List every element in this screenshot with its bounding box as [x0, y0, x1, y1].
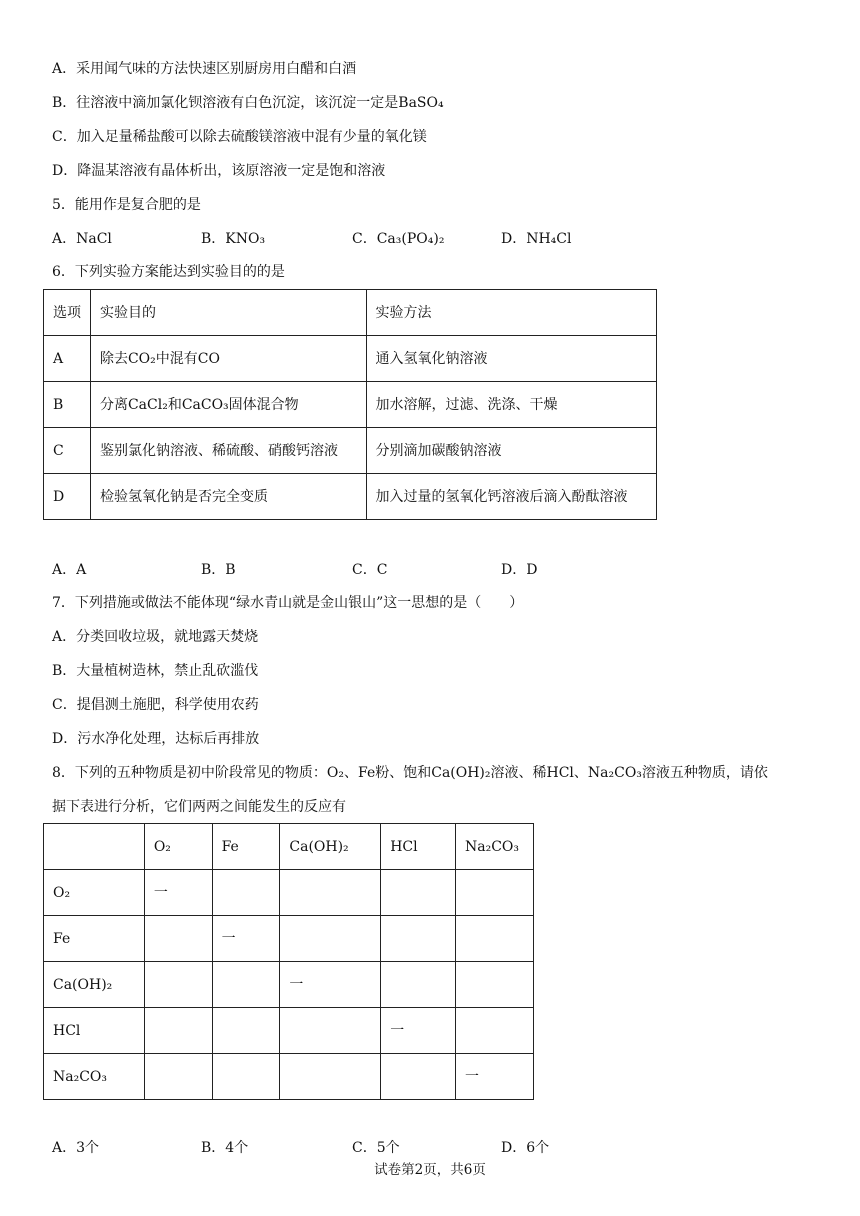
- q8-stem-line-2: 据下表进行分析，它们两两之间能发生的反应有: [52, 799, 346, 815]
- table-cell: 一: [456, 1054, 534, 1100]
- q6-option-b: B．B: [201, 562, 236, 578]
- table-row: [44, 916, 534, 962]
- table-header-cell: Fe: [212, 824, 280, 870]
- table-row: [44, 336, 657, 382]
- q8-option-b: B．4个: [201, 1140, 249, 1156]
- table-cell: [280, 1054, 381, 1100]
- q8-option-a: A．3个: [52, 1140, 100, 1156]
- table-cell: [381, 1054, 456, 1100]
- table-cell: 一: [381, 1008, 456, 1054]
- table-header-cell: Na₂CO₃: [456, 824, 534, 870]
- q8-stem-line-1: 8．下列的五种物质是初中阶段常见的物质：O₂、Fe粉、饱和Ca(OH)₂溶液、稀HCl、Na₂CO₃溶液五种物质，请依: [52, 765, 768, 781]
- table-cell: 通入氢氧化钠溶液: [366, 336, 657, 382]
- table-header-cell: [44, 824, 145, 870]
- q5-option-c: C．Ca₃(PO₄)₂: [352, 231, 445, 247]
- q4-option-c: C．加入足量稀盐酸可以除去硫酸镁溶液中混有少量的氧化镁: [52, 129, 427, 145]
- table-cell: Na₂CO₃: [44, 1054, 145, 1100]
- table-cell: [381, 916, 456, 962]
- table-row: [44, 1008, 534, 1054]
- table-row: [44, 1054, 534, 1100]
- table-cell: 一: [144, 870, 212, 916]
- q8-option-d: D．6个: [501, 1140, 550, 1156]
- table-header-cell: O₂: [144, 824, 212, 870]
- table-row: [44, 870, 534, 916]
- table-cell: [456, 962, 534, 1008]
- table-header-cell: 实验方法: [366, 290, 657, 336]
- table-cell: [144, 1054, 212, 1100]
- table-cell: [456, 1008, 534, 1054]
- q6-option-d: D．D: [501, 562, 538, 578]
- q4-option-a: A．采用闻气味的方法快速区别厨房用白醋和白酒: [52, 61, 357, 77]
- table-cell: 鉴别氯化钠溶液、稀硫酸、硝酸钙溶液: [90, 428, 366, 474]
- table-cell: 加入过量的氢氧化钙溶液后滴入酚酞溶液: [366, 474, 657, 520]
- table-cell: Ca(OH)₂: [44, 962, 145, 1008]
- table-header-cell: HCl: [381, 824, 456, 870]
- q6-stem: 6．下列实验方案能达到实验目的的是: [52, 264, 285, 280]
- table-header-cell: 选项: [44, 290, 91, 336]
- q8-options: [52, 1138, 812, 1158]
- table-cell: [212, 870, 280, 916]
- table-header-cell: 实验目的: [90, 290, 366, 336]
- q6-experiment-table: [43, 289, 657, 520]
- table-cell: 一: [212, 916, 280, 962]
- table-cell: 分别滴加碳酸钠溶液: [366, 428, 657, 474]
- q5-stem: 5．能用作是复合肥的是: [52, 197, 201, 213]
- table-cell: [456, 916, 534, 962]
- q8-reaction-table: [43, 823, 534, 1100]
- table-header-row: [44, 290, 657, 336]
- table-cell: [280, 916, 381, 962]
- q4-option-b: B．往溶液中滴加氯化钡溶液有白色沉淀，该沉淀一定是BaSO₄: [52, 95, 444, 111]
- table-cell: [280, 870, 381, 916]
- table-cell: D: [44, 474, 91, 520]
- table-cell: B: [44, 382, 91, 428]
- table-cell: [212, 962, 280, 1008]
- q7-option-b: B．大量植树造林，禁止乱砍滥伐: [52, 663, 259, 679]
- table-cell: [212, 1008, 280, 1054]
- q6-option-c: C．C: [352, 562, 388, 578]
- q5-option-b: B．KNO₃: [201, 231, 266, 247]
- table-cell: A: [44, 336, 91, 382]
- q6-option-a: A．A: [52, 562, 87, 578]
- q5-option-a: A．NaCl: [52, 231, 112, 247]
- table-row: [44, 382, 657, 428]
- table-cell: [280, 1008, 381, 1054]
- q7-option-d: D．污水净化处理，达标后再排放: [52, 731, 260, 747]
- table-cell: 除去CO₂中混有CO: [90, 336, 366, 382]
- table-cell: Fe: [44, 916, 145, 962]
- table-cell: [144, 916, 212, 962]
- table-row: [44, 962, 534, 1008]
- table-cell: HCl: [44, 1008, 145, 1054]
- page-footer: 试卷第2页，共6页: [374, 1162, 486, 1178]
- table-cell: [144, 1008, 212, 1054]
- table-cell: 一: [280, 962, 381, 1008]
- table-cell: C: [44, 428, 91, 474]
- table-header-row: [44, 824, 534, 870]
- q5-option-d: D．NH₄Cl: [501, 231, 572, 247]
- q7-stem: 7．下列措施或做法不能体现“绿水青山就是金山银山”这一思想的是（ ）: [52, 595, 524, 611]
- table-cell: [144, 962, 212, 1008]
- table-cell: O₂: [44, 870, 145, 916]
- table-cell: [456, 870, 534, 916]
- table-cell: 分离CaCl₂和CaCO₃固体混合物: [90, 382, 366, 428]
- table-cell: [381, 962, 456, 1008]
- q4-option-d: D．降温某溶液有晶体析出，该原溶液一定是饱和溶液: [52, 163, 386, 179]
- table-cell: [381, 870, 456, 916]
- table-header-cell: Ca(OH)₂: [280, 824, 381, 870]
- table-row: [44, 474, 657, 520]
- table-cell: [212, 1054, 280, 1100]
- q8-option-c: C．5个: [352, 1140, 400, 1156]
- q7-option-a: A．分类回收垃圾，就地露天焚烧: [52, 629, 259, 645]
- table-row: [44, 428, 657, 474]
- q7-option-c: C．提倡测土施肥，科学使用农药: [52, 697, 259, 713]
- q6-options: [52, 560, 812, 580]
- table-cell: 检验氢氧化钠是否完全变质: [90, 474, 366, 520]
- table-cell: 加水溶解，过滤、洗涤、干燥: [366, 382, 657, 428]
- q5-options: [52, 229, 812, 249]
